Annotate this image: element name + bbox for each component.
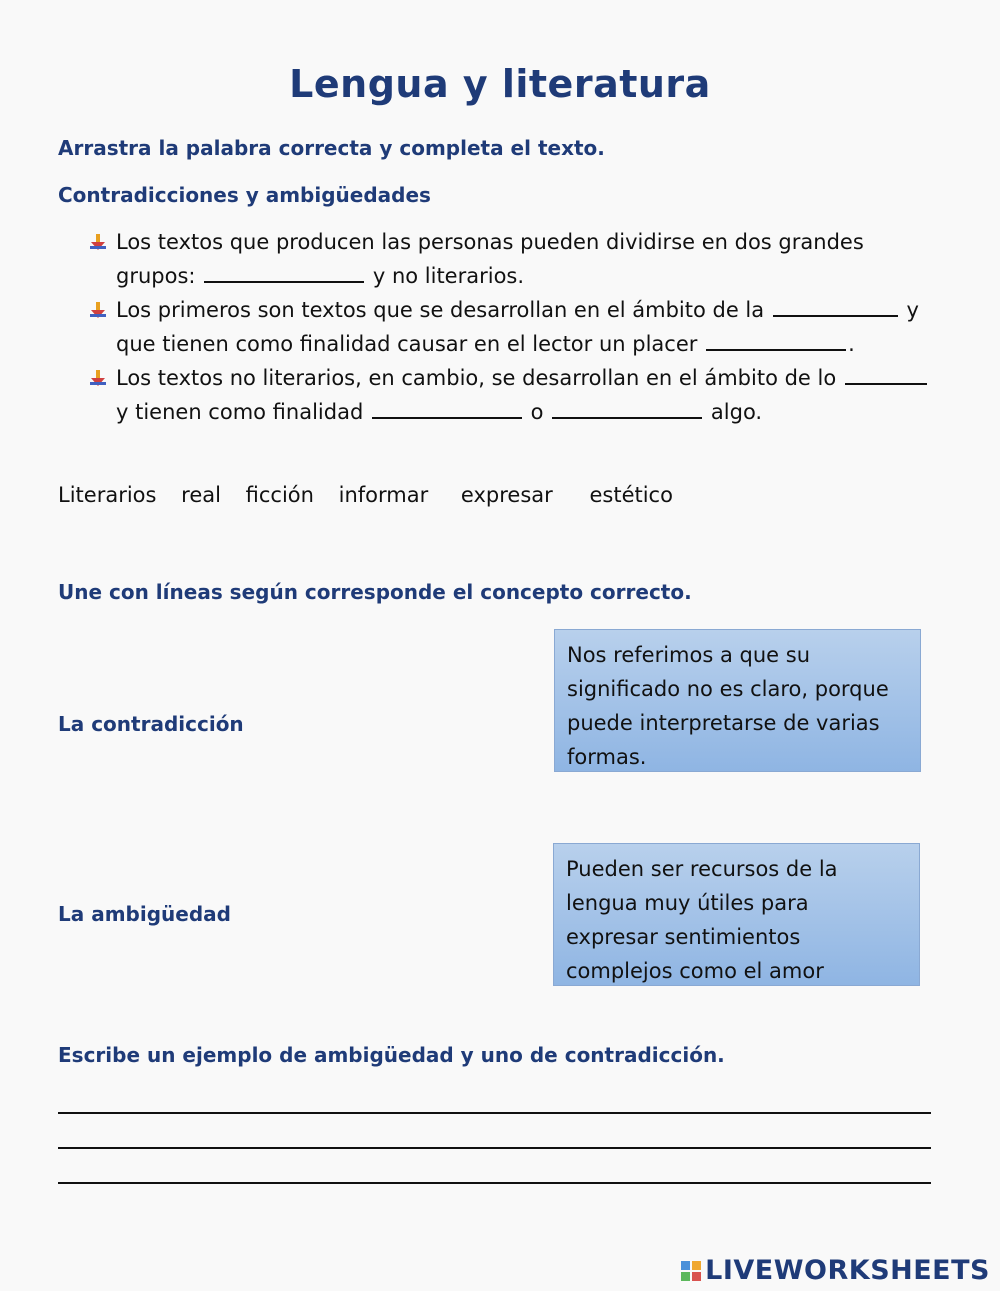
list-item xyxy=(88,361,958,429)
blank-drop-target[interactable] xyxy=(372,395,522,419)
match-left-item[interactable]: La ambigüedad xyxy=(58,902,231,926)
bullet-1-line-1: Los textos que producen las personas pueden dividirse en dos grandes xyxy=(116,230,864,254)
bullet-2-line-1 xyxy=(116,293,958,327)
bullet-arrow-icon xyxy=(88,368,108,388)
draggable-word[interactable]: ficción xyxy=(245,483,314,507)
text-span: y no literarios. xyxy=(372,264,525,288)
blank-drop-target[interactable] xyxy=(773,293,898,317)
liveworksheets-logo xyxy=(681,1255,990,1286)
logo-text: LIVEWORKSHEETS xyxy=(705,1255,990,1286)
text-span: Los textos no literarios, en cambio, se desarrollan en el ámbito de lo xyxy=(116,366,837,390)
bullet-arrow-icon xyxy=(88,232,108,252)
draggable-word[interactable]: estético xyxy=(589,483,673,507)
match-left-item[interactable]: La contradicción xyxy=(58,712,244,736)
blank-drop-target[interactable] xyxy=(845,361,927,385)
draggable-word[interactable]: informar xyxy=(338,483,429,507)
answer-line[interactable] xyxy=(58,1147,931,1149)
text-span: que tienen como finalidad causar en el lector un placer xyxy=(116,332,698,356)
text-span: grupos: xyxy=(116,264,196,288)
bullet-3-line-1 xyxy=(116,361,958,395)
instruction-match: Une con líneas según corresponde el concepto correcto. xyxy=(58,580,692,604)
match-right-box[interactable]: Nos referimos a que su significado no es claro, porque puede interpretarse de varias formas. xyxy=(554,629,921,772)
blank-drop-target[interactable] xyxy=(706,327,846,351)
page-title: Lengua y literatura xyxy=(289,62,711,106)
answer-line[interactable] xyxy=(58,1112,931,1114)
text-span: o xyxy=(530,400,544,424)
bullet-list xyxy=(88,225,958,429)
bullet-arrow-icon xyxy=(88,300,108,320)
text-span: y xyxy=(906,298,919,322)
text-span: algo. xyxy=(710,400,763,424)
bullet-1-line-2 xyxy=(116,259,958,293)
text-span: y tienen como finalidad xyxy=(116,400,364,424)
text-span: Los primeros son textos que se desarrollan en el ámbito de la xyxy=(116,298,765,322)
instruction-write: Escribe un ejemplo de ambigüedad y uno de contradicción. xyxy=(58,1043,725,1067)
bullet-3-line-2 xyxy=(116,395,958,429)
list-item xyxy=(88,225,958,293)
match-right-box[interactable]: Pueden ser recursos de la lengua muy útiles para expresar sentimientos complejos como el amor xyxy=(553,843,920,986)
text-span: . xyxy=(848,332,855,356)
list-item xyxy=(88,293,958,361)
blank-drop-target[interactable] xyxy=(204,259,364,283)
section-subtitle: Contradicciones y ambigüedades xyxy=(58,183,431,207)
answer-line[interactable] xyxy=(58,1182,931,1184)
word-bank xyxy=(58,483,691,507)
instruction-drag: Arrastra la palabra correcta y completa el texto. xyxy=(58,136,605,160)
draggable-word[interactable]: expresar xyxy=(460,483,553,507)
draggable-word[interactable]: real xyxy=(181,483,221,507)
blank-drop-target[interactable] xyxy=(552,395,702,419)
logo-icon xyxy=(681,1261,701,1281)
draggable-word[interactable]: Literarios xyxy=(58,483,157,507)
bullet-2-line-2 xyxy=(116,327,958,361)
